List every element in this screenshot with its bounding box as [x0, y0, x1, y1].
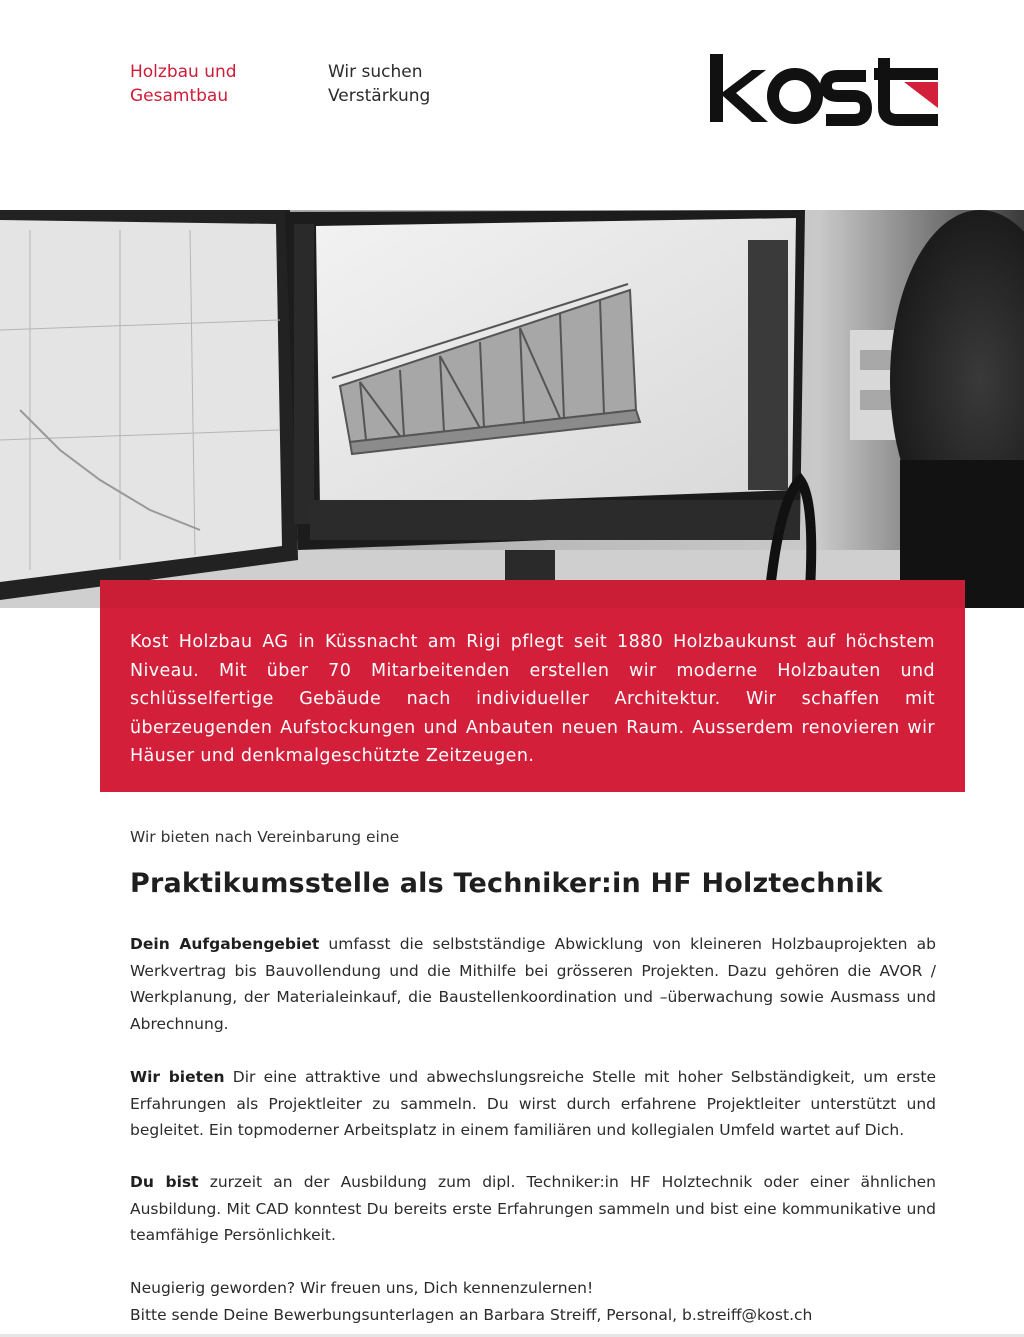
hero-photo [0, 210, 1024, 608]
job-title: Praktikumsstelle als Techniker:in HF Holztechnik [130, 868, 883, 899]
kost-logo [708, 52, 940, 126]
company-intro-panel [100, 580, 965, 792]
section-tasks [130, 931, 936, 1037]
company-intro-text: Kost Holzbau AG in Küssnacht am Rigi pflegt seit 1880 Holzbaukunst auf höchstem Niveau. Mit über 70 Mitarbeitenden erstellen wir moderne Holzbauten und schlüsselfertige Gebäude nach individueller Architektur. Wir schaffen mit überzeugenden Aufstockungen und Anbauten neuen Raum. Ausserdem renovieren wir Häuser und denkmalgeschützte Zeitzeugen. [130, 632, 935, 766]
section-tasks-heading: Dein Aufgabengebiet [130, 935, 320, 953]
section-offer-heading: Wir bieten [130, 1068, 225, 1086]
closing-line-2[interactable]: Bitte sende Deine Bewerbungsunterlagen an Barbara Streiff, Personal, b.streiff@kost.ch [130, 1305, 813, 1324]
closing [130, 1275, 936, 1328]
section-offer-text: Dir eine attraktive und abwechslungsreiche Stelle mit hoher Selbständigkeit, um erste Erfahrungen als Projektleiter zu sammeln. Du wirst durch erfahrene Projektleiter unterstützt und begleitet. Ein topmoderner Arbeitsplatz in einem familiären und kollegialen Umfeld wartet auf Dich. [130, 1068, 936, 1139]
section-profile-text: zurzeit an der Ausbildung zum dipl. Techniker:in HF Holztechnik oder einer ähnlichen Ausbildung. Mit CAD konntest Du bereits erste Erfahrungen sammeln und bist eine kommunikative und teamfähige Persönlichkeit. [130, 1173, 936, 1244]
intro-panel-overlay [100, 580, 965, 608]
section-tasks-text: umfasst die selbstständige Abwicklung von kleineren Holzbauprojekten ab Werkvertrag bis Bauvollendung und die Mithilfe bei grösseren Projekten. Dazu gehören die AVOR / Werkplanung, der Materialeinkauf, die Baustellenkoordination und –überwachung sowie Ausmass und Abrechnung. [130, 935, 936, 1033]
offer-lead: Wir bieten nach Vereinbarung eine [130, 828, 400, 846]
section-profile [130, 1169, 936, 1249]
tagline-holzbau: Holzbau und Gesamtbau [130, 62, 237, 106]
section-offer [130, 1064, 936, 1144]
tagline-recruiting: Wir suchen Verstärkung [328, 62, 431, 106]
section-profile-heading: Du bist [130, 1173, 199, 1191]
closing-line-1: Neugierig geworden? Wir freuen uns, Dich kennenzulernen! [130, 1279, 594, 1297]
